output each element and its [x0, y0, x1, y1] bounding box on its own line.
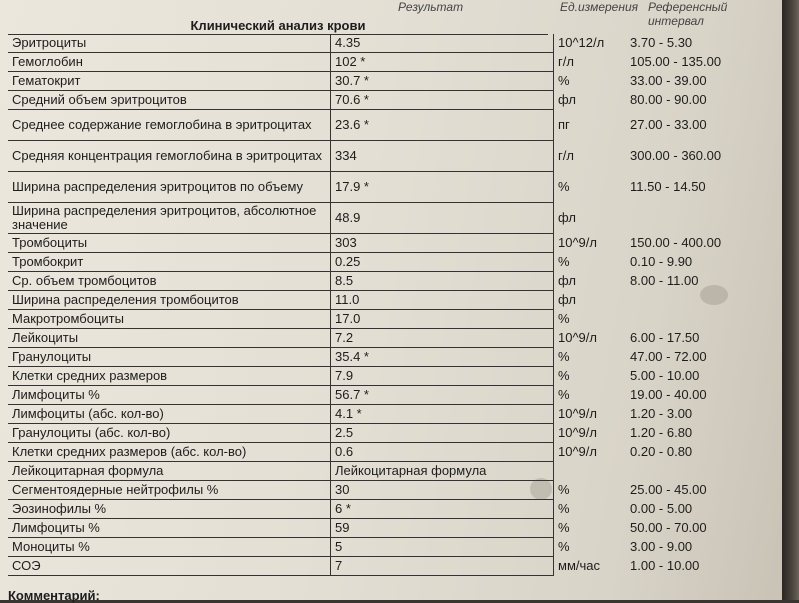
cell-name: Лимфоциты % — [8, 519, 331, 538]
results-table — [8, 34, 778, 576]
cell-reference: 0.20 - 0.80 — [630, 444, 693, 459]
cell-reference: 47.00 - 72.00 — [630, 349, 707, 364]
cell-reference — [626, 203, 778, 234]
cell-unit: фл — [558, 210, 576, 225]
cell-name: Лимфоциты % — [8, 386, 331, 405]
cell-name: Ширина распределения тромбоцитов — [8, 291, 331, 310]
table-row — [8, 557, 778, 576]
cell-unit: % — [558, 311, 570, 326]
background-edge — [782, 0, 799, 600]
cell-name: Эритроциты — [8, 34, 331, 53]
cell-name: Клетки средних размеров (абс. кол-во) — [8, 443, 331, 462]
cell-result: 4.35 — [331, 34, 554, 53]
cell-result: 102 * — [331, 53, 554, 72]
cell-reference: 0.10 - 9.90 — [630, 254, 693, 269]
cell-name: Тромбоциты — [8, 234, 331, 253]
table-row — [8, 519, 778, 538]
header-reference: Референсный интервал — [648, 0, 728, 28]
cell-unit: % — [558, 482, 570, 497]
cell-reference: 33.00 - 39.00 — [630, 73, 707, 88]
table-row — [8, 443, 778, 462]
cell-result: Лейкоцитарная формула — [331, 462, 554, 481]
cell-result: 334 — [331, 141, 554, 172]
cell-reference: 19.00 - 40.00 — [630, 387, 707, 402]
cell-name: Клетки средних размеров — [8, 367, 331, 386]
cell-reference: 150.00 - 400.00 — [630, 235, 722, 250]
cell-unit: % — [558, 349, 570, 364]
table-row — [8, 172, 778, 203]
cell-unit: фл — [558, 273, 576, 288]
cell-name: Ширина распределения эритроцитов, абсолютное значение — [8, 203, 331, 234]
paper-stain — [530, 478, 552, 500]
table-row — [8, 500, 778, 519]
cell-unit: % — [558, 539, 570, 554]
cell-reference: 1.00 - 10.00 — [630, 558, 700, 573]
cell-result: 7.2 — [331, 329, 554, 348]
cell-name: Эозинофилы % — [8, 500, 331, 519]
table-row — [8, 253, 778, 272]
table-row — [8, 310, 778, 329]
cell-unit: % — [558, 179, 570, 194]
header-units: Ед.измерения — [560, 0, 639, 14]
cell-unit: мм/час — [558, 558, 600, 573]
cell-unit: г/л — [558, 148, 574, 163]
table-row — [8, 329, 778, 348]
cell-result: 0.6 — [331, 443, 554, 462]
cell-result: 5 — [331, 538, 554, 557]
table-row — [8, 141, 778, 172]
cell-result: 4.1 * — [331, 405, 554, 424]
table-row — [8, 203, 778, 234]
table-row — [8, 291, 778, 310]
cell-unit: фл — [558, 292, 576, 307]
cell-unit: 10^12/л — [558, 35, 605, 51]
cell-reference: 27.00 - 33.00 — [630, 117, 707, 132]
cell-unit: фл — [558, 92, 576, 107]
cell-unit: 10^9/л — [558, 406, 597, 421]
cell-result: 56.7 * — [331, 386, 554, 405]
table-row — [8, 72, 778, 91]
cell-result: 7.9 — [331, 367, 554, 386]
cell-reference: 0.00 - 5.00 — [630, 501, 693, 516]
header-result: Результат — [398, 0, 464, 14]
cell-result: 23.6 * — [331, 110, 554, 141]
cell-reference: 5.00 - 10.00 — [630, 368, 700, 383]
cell-unit: % — [558, 73, 570, 88]
cell-unit — [554, 462, 627, 481]
cell-result: 303 — [331, 234, 554, 253]
cell-reference — [626, 462, 778, 481]
cell-name: Ср. объем тромбоцитов — [8, 272, 331, 291]
table-row — [8, 234, 778, 253]
cell-unit: % — [558, 501, 570, 516]
cell-unit: % — [558, 368, 570, 383]
cell-name: Гемоглобин — [8, 53, 331, 72]
table-row — [8, 405, 778, 424]
table-row — [8, 91, 778, 110]
cell-result: 0.25 — [331, 253, 554, 272]
cell-reference: 25.00 - 45.00 — [630, 482, 707, 497]
cell-result: 6 * — [331, 500, 554, 519]
cell-reference: 50.00 - 70.00 — [630, 520, 707, 535]
table-row — [8, 424, 778, 443]
table-row — [8, 34, 778, 53]
cell-reference: 1.20 - 3.00 — [630, 406, 693, 421]
report-title: Клинический анализ крови — [8, 17, 548, 35]
cell-unit: % — [558, 520, 570, 535]
cell-result: 2.5 — [331, 424, 554, 443]
cell-name: Гранулоциты — [8, 348, 331, 367]
table-row — [8, 462, 778, 481]
cell-unit: % — [558, 387, 570, 402]
cell-name: Лейкоциты — [8, 329, 331, 348]
table-row — [8, 481, 778, 500]
cell-reference: 3.70 - 5.30 — [630, 35, 693, 51]
cell-result: 8.5 — [331, 272, 554, 291]
cell-name: Макротромбоциты — [8, 310, 331, 329]
cell-unit: 10^9/л — [558, 444, 597, 459]
cell-reference: 6.00 - 17.50 — [630, 330, 700, 345]
table-row — [8, 538, 778, 557]
cell-unit: % — [558, 254, 570, 269]
cell-result: 35.4 * — [331, 348, 554, 367]
cell-result: 17.9 * — [331, 172, 554, 203]
comment-label: Комментарий: — [8, 588, 100, 603]
cell-result: 30 — [331, 481, 554, 500]
table-row — [8, 53, 778, 72]
cell-name: Лейкоцитарная формула — [8, 462, 331, 481]
paper-stain — [700, 285, 728, 305]
cell-unit: г/л — [558, 54, 574, 69]
cell-result: 17.0 — [331, 310, 554, 329]
table-row — [8, 386, 778, 405]
cell-reference — [626, 310, 778, 329]
cell-name: Моноциты % — [8, 538, 331, 557]
cell-name: СОЭ — [8, 557, 331, 576]
cell-name: Сегментоядерные нейтрофилы % — [8, 481, 331, 500]
cell-name: Ширина распределения эритроцитов по объему — [8, 172, 331, 203]
cell-result: 30.7 * — [331, 72, 554, 91]
cell-result: 7 — [331, 557, 554, 576]
cell-name: Средний объем эритроцитов — [8, 91, 331, 110]
table-row — [8, 272, 778, 291]
table-row — [8, 367, 778, 386]
cell-reference: 1.20 - 6.80 — [630, 425, 693, 440]
cell-unit: 10^9/л — [558, 330, 597, 345]
cell-result: 11.0 — [331, 291, 554, 310]
cell-unit: пг — [558, 117, 570, 132]
cell-unit: 10^9/л — [558, 425, 597, 440]
cell-result: 48.9 — [331, 203, 554, 234]
table-row — [8, 348, 778, 367]
cell-result: 59 — [331, 519, 554, 538]
cell-reference: 11.50 - 14.50 — [630, 179, 706, 194]
cell-reference: 105.00 - 135.00 — [630, 54, 722, 69]
cell-name: Тромбокрит — [8, 253, 331, 272]
cell-unit: 10^9/л — [558, 235, 597, 250]
table-row — [8, 110, 778, 141]
cell-result: 70.6 * — [331, 91, 554, 110]
cell-name: Лимфоциты (абс. кол-во) — [8, 405, 331, 424]
cell-name: Среднее содержание гемоглобина в эритроцитах — [8, 110, 331, 141]
cell-name: Средняя концентрация гемоглобина в эритроцитах — [8, 141, 331, 172]
cell-name: Гематокрит — [8, 72, 331, 91]
cell-reference: 3.00 - 9.00 — [630, 539, 693, 554]
cell-name: Гранулоциты (абс. кол-во) — [8, 424, 331, 443]
cell-reference: 80.00 - 90.00 — [630, 92, 707, 107]
cell-reference: 8.00 - 11.00 — [630, 273, 699, 288]
cell-reference: 300.00 - 360.00 — [630, 148, 722, 163]
